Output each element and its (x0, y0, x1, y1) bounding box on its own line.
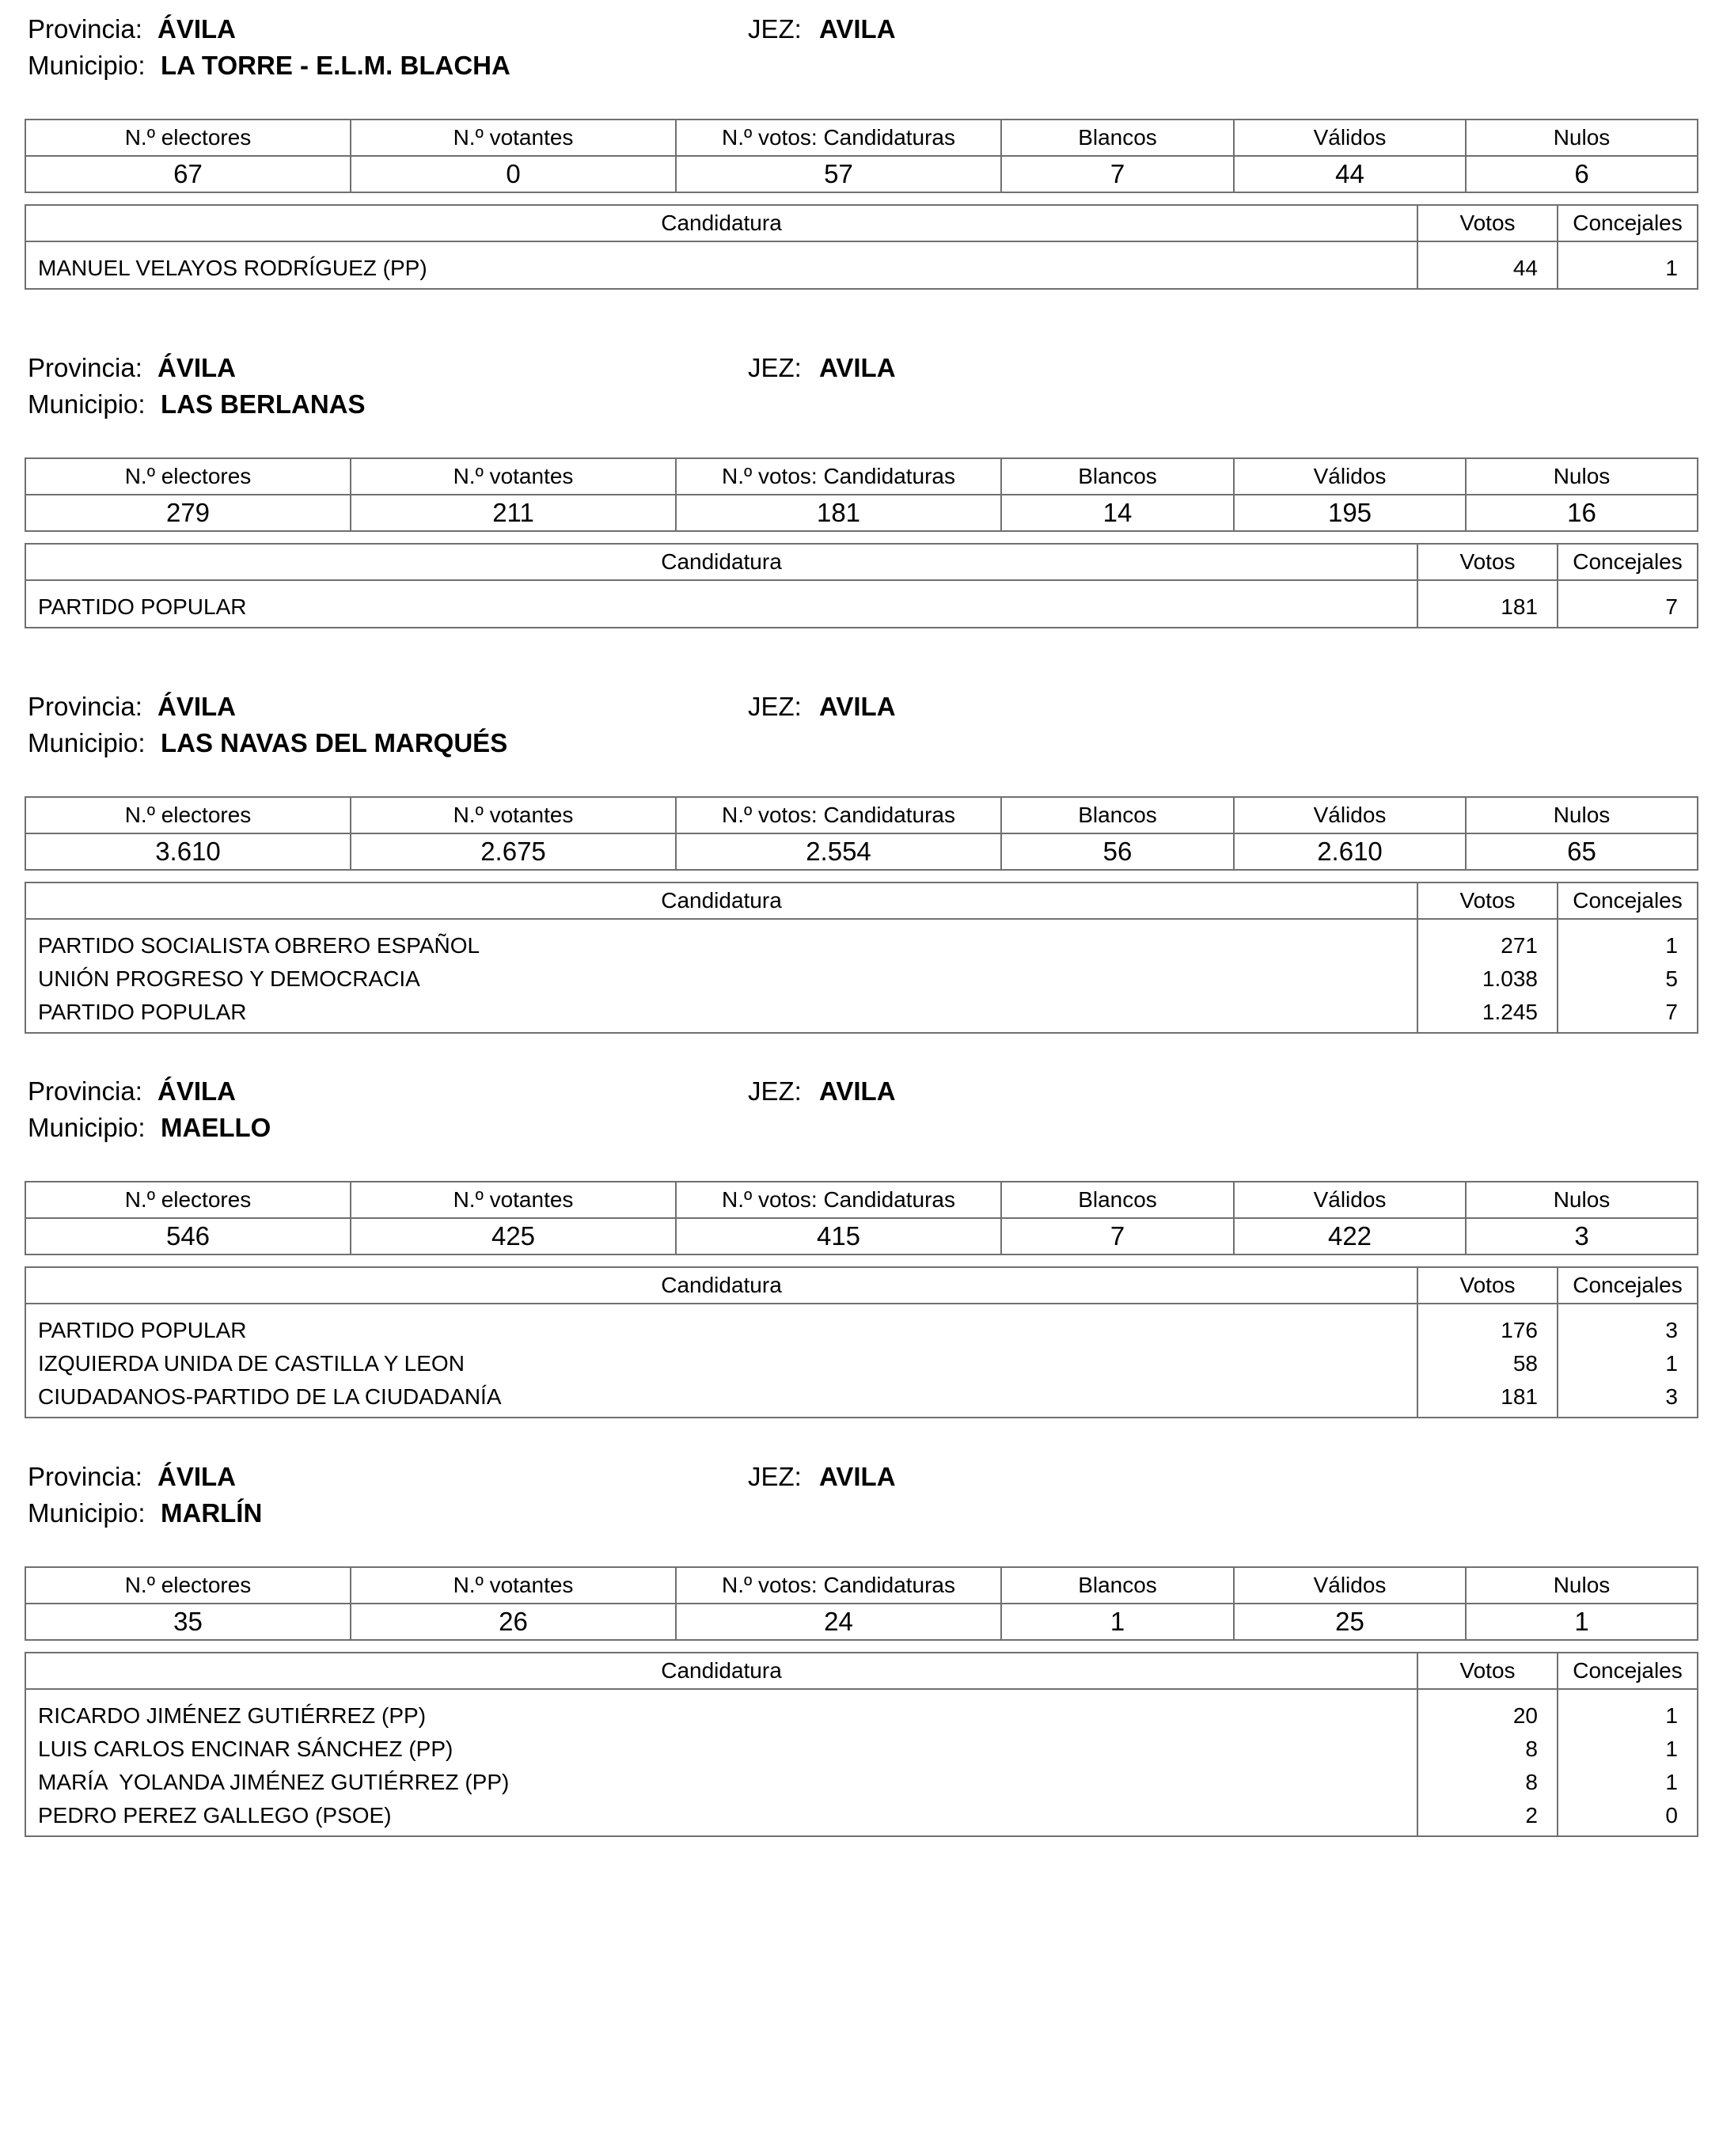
electores-value: 67 (25, 156, 351, 192)
blancos-header: Blancos (1001, 120, 1234, 156)
votos-candidaturas-header: N.º votos: Candidaturas (676, 458, 1001, 495)
candidatura-name: PARTIDO POPULAR (38, 1318, 247, 1342)
votantes-header: N.º votantes (351, 120, 676, 156)
municipio-block (25, 350, 1697, 628)
candidatura-name: MARÍA YOLANDA JIMÉNEZ GUTIÉRREZ (PP) (38, 1770, 510, 1794)
jez-value: AVILA (819, 353, 896, 382)
candidatura-header: Candidatura (25, 1653, 1417, 1689)
provincia-value: ÁVILA (157, 1462, 236, 1491)
candidaturas-table (25, 204, 1698, 290)
block-header (25, 1459, 1697, 1538)
candidatura-name: PARTIDO SOCIALISTA OBRERO ESPAÑOL (38, 933, 480, 958)
candidatura-header: Candidatura (25, 1267, 1417, 1304)
municipio-value: MARLÍN (161, 1498, 263, 1528)
candidatura-names (25, 1689, 1417, 1836)
votantes-header: N.º votantes (351, 458, 676, 495)
candidatura-concejales: 1 (1665, 256, 1678, 280)
candidatura-concejales: 7 (1665, 1000, 1678, 1024)
validos-value: 44 (1234, 156, 1466, 192)
candidatura-names (25, 241, 1417, 289)
electores-header: N.º electores (25, 458, 351, 495)
candidatura-votes (1417, 919, 1558, 1033)
validos-value: 195 (1234, 495, 1466, 531)
blancos-header: Blancos (1001, 458, 1234, 495)
summary-table (25, 457, 1698, 532)
blancos-value: 56 (1001, 833, 1234, 870)
candidatura-votos: 8 (1525, 1770, 1538, 1794)
candidatura-seats (1558, 241, 1698, 289)
votos-header: Votos (1417, 205, 1558, 241)
candidatura-seats (1558, 1304, 1698, 1418)
summary-table (25, 1566, 1698, 1641)
provincia-value: ÁVILA (157, 1076, 236, 1106)
concejales-header: Concejales (1558, 205, 1698, 241)
municipio-value: LAS BERLANAS (161, 389, 366, 419)
candidatura-votos: 176 (1501, 1318, 1538, 1342)
provincia-value: ÁVILA (157, 353, 236, 382)
candidatura-votos: 1.245 (1482, 1000, 1538, 1024)
candidatura-votos: 58 (1512, 1351, 1538, 1376)
votos-candidaturas-value: 57 (676, 156, 1001, 192)
candidatura-votos: 8 (1525, 1737, 1538, 1761)
jez-value: AVILA (819, 14, 896, 44)
validos-header: Válidos (1234, 120, 1466, 156)
candidatura-concejales: 1 (1665, 933, 1678, 958)
provincia-label: Provincia: (28, 1462, 142, 1491)
block-header (25, 1073, 1697, 1152)
votos-candidaturas-value: 181 (676, 495, 1001, 531)
municipio-label: Municipio: (28, 1113, 146, 1142)
candidatura-concejales: 1 (1665, 1737, 1678, 1761)
candidatura-votos: 44 (1512, 256, 1538, 280)
candidatura-seats (1558, 580, 1698, 628)
municipio-value: LAS NAVAS DEL MARQUÉS (161, 728, 508, 757)
validos-value: 422 (1234, 1218, 1466, 1255)
candidatura-name: IZQUIERDA UNIDA DE CASTILLA Y LEON (38, 1351, 465, 1376)
candidaturas-table (25, 882, 1698, 1034)
votos-header: Votos (1417, 544, 1558, 580)
votantes-header: N.º votantes (351, 1567, 676, 1604)
validos-header: Válidos (1234, 797, 1466, 833)
municipio-block (25, 1073, 1697, 1418)
block-header (25, 11, 1697, 90)
electores-value: 35 (25, 1604, 351, 1640)
validos-value: 25 (1234, 1604, 1466, 1640)
candidatura-name: LUIS CARLOS ENCINAR SÁNCHEZ (PP) (38, 1737, 453, 1761)
votos-candidaturas-value: 2.554 (676, 833, 1001, 870)
provincia-value: ÁVILA (157, 692, 236, 721)
nulos-header: Nulos (1466, 797, 1698, 833)
summary-table (25, 119, 1698, 193)
validos-header: Válidos (1234, 458, 1466, 495)
nulos-value: 65 (1466, 833, 1698, 870)
provincia-label: Provincia: (28, 14, 142, 44)
nulos-value: 6 (1466, 156, 1698, 192)
jez-label: JEZ: (748, 692, 802, 721)
candidatura-seats (1558, 919, 1698, 1033)
blancos-value: 1 (1001, 1604, 1234, 1640)
candidatura-votos: 1.038 (1482, 966, 1538, 991)
blancos-value: 7 (1001, 156, 1234, 192)
electores-header: N.º electores (25, 797, 351, 833)
block-header (25, 689, 1697, 768)
blancos-header: Blancos (1001, 1567, 1234, 1604)
candidatura-votos: 20 (1512, 1703, 1538, 1728)
votos-candidaturas-value: 415 (676, 1218, 1001, 1255)
electores-header: N.º electores (25, 1567, 351, 1604)
candidatura-votos: 181 (1501, 594, 1538, 619)
summary-table (25, 796, 1698, 871)
votantes-value: 2.675 (351, 833, 676, 870)
votos-header: Votos (1417, 1267, 1558, 1304)
candidatura-name: CIUDADANOS-PARTIDO DE LA CIUDADANÍA (38, 1384, 502, 1409)
votos-candidaturas-value: 24 (676, 1604, 1001, 1640)
electores-value: 279 (25, 495, 351, 531)
jez-value: AVILA (819, 692, 896, 721)
candidatura-concejales: 1 (1665, 1703, 1678, 1728)
blancos-header: Blancos (1001, 1182, 1234, 1218)
votos-candidaturas-header: N.º votos: Candidaturas (676, 1567, 1001, 1604)
validos-header: Válidos (1234, 1182, 1466, 1218)
concejales-header: Concejales (1558, 1267, 1698, 1304)
nulos-header: Nulos (1466, 458, 1698, 495)
candidatura-concejales: 1 (1665, 1351, 1678, 1376)
candidatura-votes (1417, 1304, 1558, 1418)
jez-label: JEZ: (748, 1462, 802, 1491)
summary-table (25, 1181, 1698, 1255)
electores-header: N.º electores (25, 1182, 351, 1218)
candidatura-header: Candidatura (25, 544, 1417, 580)
candidatura-names (25, 1304, 1417, 1418)
candidatura-concejales: 7 (1665, 594, 1678, 619)
provincia-label: Provincia: (28, 692, 142, 721)
nulos-header: Nulos (1466, 1567, 1698, 1604)
candidatura-names (25, 580, 1417, 628)
votos-header: Votos (1417, 1653, 1558, 1689)
block-header (25, 350, 1697, 429)
candidatura-name: PARTIDO POPULAR (38, 1000, 247, 1024)
electores-value: 546 (25, 1218, 351, 1255)
candidatura-names (25, 919, 1417, 1033)
candidatura-name: RICARDO JIMÉNEZ GUTIÉRREZ (PP) (38, 1703, 427, 1728)
candidatura-header: Candidatura (25, 883, 1417, 919)
provincia-label: Provincia: (28, 1076, 142, 1106)
candidatura-votes (1417, 1689, 1558, 1836)
votantes-header: N.º votantes (351, 1182, 676, 1218)
blancos-value: 7 (1001, 1218, 1234, 1255)
municipio-block (25, 689, 1697, 1034)
candidatura-votos: 181 (1501, 1384, 1538, 1409)
nulos-value: 3 (1466, 1218, 1698, 1255)
validos-header: Válidos (1234, 1567, 1466, 1604)
votantes-value: 211 (351, 495, 676, 531)
electores-header: N.º electores (25, 120, 351, 156)
municipio-label: Municipio: (28, 1498, 146, 1528)
candidatura-header: Candidatura (25, 205, 1417, 241)
jez-value: AVILA (819, 1462, 896, 1491)
candidaturas-table (25, 1652, 1698, 1837)
candidatura-concejales: 3 (1665, 1318, 1678, 1342)
municipio-value: LA TORRE - E.L.M. BLACHA (161, 51, 510, 80)
concejales-header: Concejales (1558, 1653, 1698, 1689)
candidatura-votos: 2 (1525, 1803, 1538, 1828)
candidatura-votos: 271 (1501, 933, 1538, 958)
votantes-value: 26 (351, 1604, 676, 1640)
nulos-value: 1 (1466, 1604, 1698, 1640)
candidaturas-table (25, 1266, 1698, 1418)
municipio-label: Municipio: (28, 389, 146, 419)
provincia-value: ÁVILA (157, 14, 236, 44)
candidatura-name: PARTIDO POPULAR (38, 594, 247, 619)
candidatura-name: PEDRO PEREZ GALLEGO (PSOE) (38, 1803, 392, 1828)
candidatura-votes (1417, 241, 1558, 289)
jez-label: JEZ: (748, 1076, 802, 1106)
municipio-label: Municipio: (28, 728, 146, 757)
jez-label: JEZ: (748, 14, 802, 44)
candidaturas-table (25, 543, 1698, 628)
blancos-value: 14 (1001, 495, 1234, 531)
municipio-label: Municipio: (28, 51, 146, 80)
votos-header: Votos (1417, 883, 1558, 919)
concejales-header: Concejales (1558, 544, 1698, 580)
votos-candidaturas-header: N.º votos: Candidaturas (676, 797, 1001, 833)
candidatura-concejales: 3 (1665, 1384, 1678, 1409)
nulos-header: Nulos (1466, 1182, 1698, 1218)
votantes-value: 0 (351, 156, 676, 192)
municipio-value: MAELLO (161, 1113, 271, 1142)
votos-candidaturas-header: N.º votos: Candidaturas (676, 120, 1001, 156)
votos-candidaturas-header: N.º votos: Candidaturas (676, 1182, 1001, 1218)
provincia-label: Provincia: (28, 353, 142, 382)
blancos-header: Blancos (1001, 797, 1234, 833)
candidatura-concejales: 5 (1665, 966, 1678, 991)
votantes-header: N.º votantes (351, 797, 676, 833)
validos-value: 2.610 (1234, 833, 1466, 870)
candidatura-votes (1417, 580, 1558, 628)
electores-value: 3.610 (25, 833, 351, 870)
municipio-block (25, 11, 1697, 290)
nulos-value: 16 (1466, 495, 1698, 531)
jez-value: AVILA (819, 1076, 896, 1106)
jez-label: JEZ: (748, 353, 802, 382)
municipio-block (25, 1459, 1697, 1837)
candidatura-seats (1558, 1689, 1698, 1836)
candidatura-name: UNIÓN PROGRESO Y DEMOCRACIA (38, 966, 420, 991)
candidatura-name: MANUEL VELAYOS RODRÍGUEZ (PP) (38, 256, 427, 280)
nulos-header: Nulos (1466, 120, 1698, 156)
candidatura-concejales: 0 (1665, 1803, 1678, 1828)
concejales-header: Concejales (1558, 883, 1698, 919)
votantes-value: 425 (351, 1218, 676, 1255)
candidatura-concejales: 1 (1665, 1770, 1678, 1794)
